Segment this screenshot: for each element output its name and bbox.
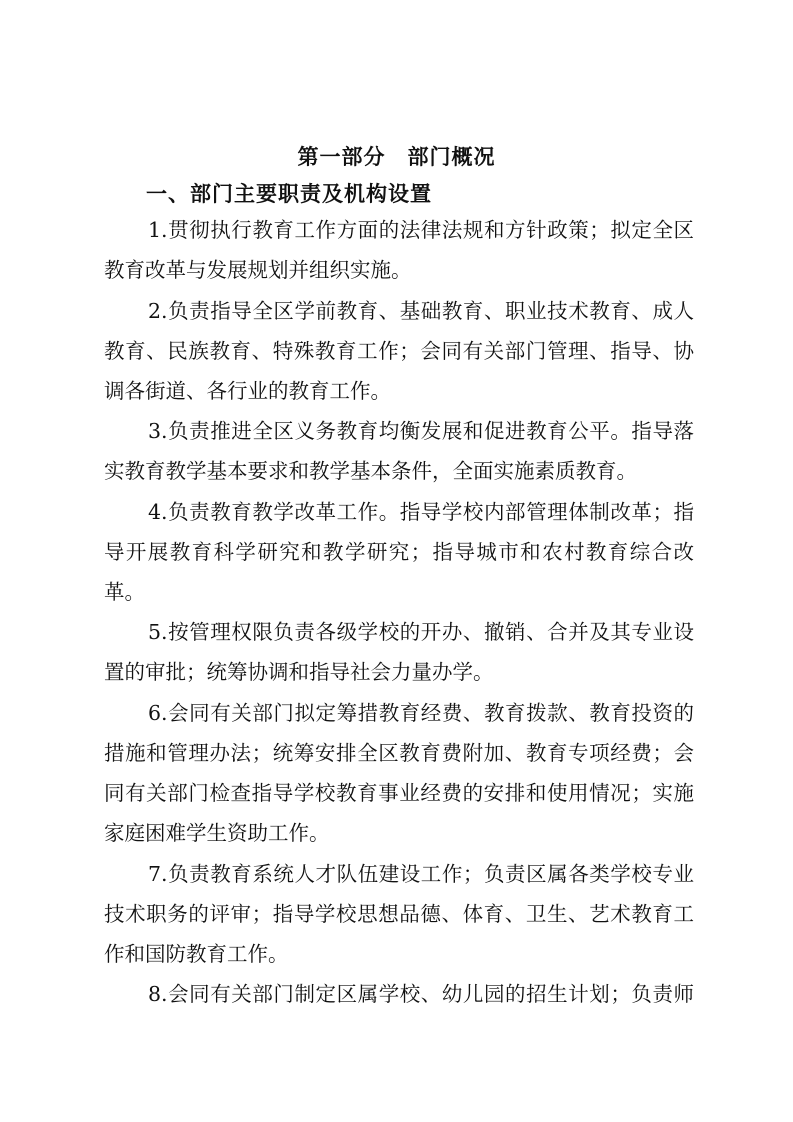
paragraph-3-line-1: 3.负责推进全区义务教育均衡发展和促进教育公平。指导落 <box>148 419 694 443</box>
paragraph-1-line-1: 1.贯彻执行教育工作方面的法律法规和方针政策；拟定全区 <box>148 218 694 242</box>
paragraph-7-line-2: 技术职务的评审；指导学校思想品德、体育、卫生、艺术教育工 <box>104 902 694 926</box>
paragraph-2-line-3: 调各街道、各行业的教育工作。 <box>104 379 391 403</box>
paragraph-4-line-1: 4.负责教育教学改革工作。指导学校内部管理体制改革；指 <box>148 500 694 524</box>
paragraph-1-line-2: 教育改革与发展规划并组织实施。 <box>104 258 412 282</box>
paragraph-6-line-4: 家庭困难学生资助工作。 <box>104 821 330 845</box>
paragraph-4-line-2: 导开展教育科学研究和教学研究；指导城市和农村教育综合改 <box>104 540 694 564</box>
part-title: 第一部分 部门概况 <box>297 145 496 169</box>
paragraph-2-line-2: 教育、民族教育、特殊教育工作；会同有关部门管理、指导、协 <box>104 339 694 363</box>
paragraph-7-line-3: 作和国防教育工作。 <box>104 942 289 966</box>
paragraph-8-line-1: 8.会同有关部门制定区属学校、幼儿园的招生计划；负责师 <box>148 982 694 1006</box>
paragraph-5-line-2: 置的审批；统筹协调和指导社会力量办学。 <box>104 660 494 684</box>
paragraph-6-line-1: 6.会同有关部门拟定筹措教育经费、教育拨款、教育投资的 <box>148 701 694 725</box>
paragraph-4-line-3: 革。 <box>104 580 145 604</box>
paragraph-6-line-2: 措施和管理办法；统筹安排全区教育费附加、教育专项经费；会 <box>104 741 694 765</box>
paragraph-3-line-2: 实教育教学基本要求和教学基本条件，全面实施素质教育。 <box>104 459 637 483</box>
paragraph-7-line-1: 7.负责教育系统人才队伍建设工作；负责区属各类学校专业 <box>148 862 694 886</box>
paragraph-2-line-1: 2.负责指导全区学前教育、基础教育、职业技术教育、成人 <box>148 299 694 323</box>
paragraph-6-line-3: 同有关部门检查指导学校教育事业经费的安排和使用情况；实施 <box>104 781 694 805</box>
section-heading: 一、部门主要职责及机构设置 <box>146 182 432 206</box>
paragraph-5-line-1: 5.按管理权限负责各级学校的开办、撤销、合并及其专业设 <box>148 620 694 644</box>
